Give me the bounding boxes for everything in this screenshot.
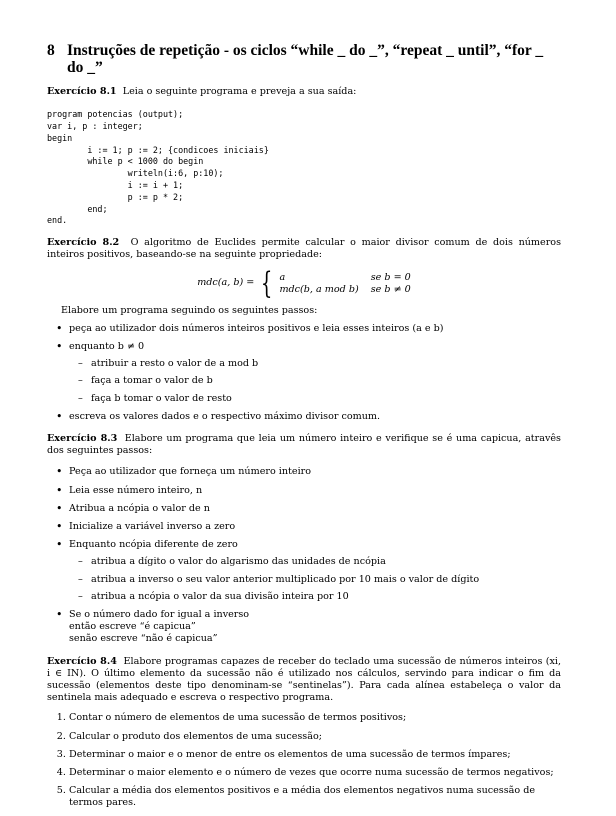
exercise-text: Leia o seguinte programa e preveja a sua saída:	[122, 86, 357, 97]
exercise-text: Elabore programas capazes de receber do teclado uma sucessão de números inteiros (xi, i ∈ IN). O último elemento da sucessão não é utilizado nos cálculos, servindo para indicar o fim da sucessão (elementos deste tipo denominam-se “sentinelas”). Para cada alínea estabeleça o valor da sentinela mais adequado e escreva o respectivo programa.	[47, 655, 561, 704]
exercise-text: O algoritmo de Euclides permite calcular o maior divisor comum de dois números inteiros positivos, baseando-se na seguinte propriedade:	[47, 237, 561, 261]
list-item: 5. Calcular a média dos elementos positivos e a média dos elementos negativos numa sucessão de termos pares.	[69, 785, 561, 809]
document-page	[47, 42, 561, 816]
case2-value: mdc(b, a mod b)	[279, 283, 359, 295]
list-item	[69, 341, 561, 405]
steps-list	[47, 323, 561, 423]
sub-list	[69, 358, 561, 405]
exercise-8-4	[47, 656, 561, 810]
sub-list-item: – atribua a ncópia o valor da sua divisão inteira por 10	[91, 591, 561, 603]
section-heading	[47, 42, 561, 76]
gcd-formula	[47, 265, 561, 301]
case2-condition: se b ≠ 0	[370, 283, 411, 295]
list-item-text: Enquanto ncópia diferente de zero	[69, 539, 238, 551]
sub-list-item: – faça b tomar o valor de resto	[91, 393, 561, 405]
list-item: • escreva os valores dados e o respectivo máximo divisor comum.	[69, 411, 561, 423]
steps-list	[47, 466, 561, 645]
list-item: • Atribua a ncópia o valor de n	[69, 503, 561, 515]
list-item: 3. Determinar o maior e o menor de entre os elementos de uma sucessão de termos ímpares;	[69, 749, 561, 761]
exercise-8-2	[47, 237, 561, 423]
list-item	[69, 609, 561, 646]
sub-list	[69, 556, 561, 603]
formula-cases	[279, 272, 410, 296]
list-item: 4. Determinar o maior elemento e o número de vezes que ocorre numa sucessão de termos negativos;	[69, 767, 561, 779]
exercise-text: Elabore um programa que leia um número inteiro e verifique se é uma capicua, atravês dos seguintes passos:	[47, 433, 561, 457]
then-line: então escreve “é capicua”	[69, 621, 196, 633]
exercise-heading: Exercício 8.3	[47, 433, 118, 444]
exercise-heading: Exercício 8.4	[47, 655, 117, 667]
exercise-heading: Exercício 8.1	[47, 86, 117, 97]
steps-intro: Elabore um programa seguindo os seguintes passos:	[61, 304, 318, 316]
sub-list-item: – atribuir a resto o valor de a mod b	[91, 358, 561, 370]
else-line: senão escreve “não é capicua”	[69, 633, 218, 645]
sub-list-item: – faça a tomar o valor de b	[91, 375, 561, 387]
list-item: • Peça ao utilizador que forneça um número inteiro	[69, 466, 561, 478]
exercise-8-1	[47, 86, 561, 227]
exercise-heading: Exercício 8.2	[47, 237, 120, 249]
case1-value: a	[279, 271, 286, 283]
numbered-list	[47, 712, 561, 809]
section-title: Instruções de repetição - os ciclos “while _ do _”, “repeat _ until”, “for _ do _”	[67, 42, 544, 76]
list-item-text: • Se o número dado for igual a inverso	[69, 609, 250, 621]
list-item: 2. Calcular o produto dos elementos de uma sucessão;	[69, 731, 561, 743]
list-item: • Inicialize a variável inverso a zero	[69, 521, 561, 533]
case1-condition: se b = 0	[370, 271, 411, 283]
code-listing: program potencias (output); var i, p : integer; begin i := 1; p := 2; {condicoes iniciais} while p < 1000 do begin writeln(i:6, p:10); i := i + 1; p := p * 2; end; end.	[47, 109, 269, 226]
list-item: 1. Contar o número de elementos de uma sucessão de termos positivos;	[69, 712, 561, 724]
list-item-text: enquanto b ≠ 0	[69, 340, 145, 352]
brace-symbol: {	[261, 265, 273, 301]
list-item: • peça ao utilizador dois números inteiros positivos e leia esses inteiros (a e b)	[69, 323, 561, 335]
section-number: 8	[47, 42, 55, 59]
exercise-8-3	[47, 433, 561, 646]
sub-list-item: – atribua a inverso o seu valor anterior multiplicado por 10 mais o valor de dígito	[91, 574, 561, 586]
list-item	[69, 539, 561, 603]
list-item: • Leia esse número inteiro, n	[69, 485, 561, 497]
sub-list-item: – atribua a dígito o valor do algarismo das unidades de ncópia	[91, 556, 561, 568]
formula-lhs: mdc(a, b) =	[197, 277, 255, 289]
